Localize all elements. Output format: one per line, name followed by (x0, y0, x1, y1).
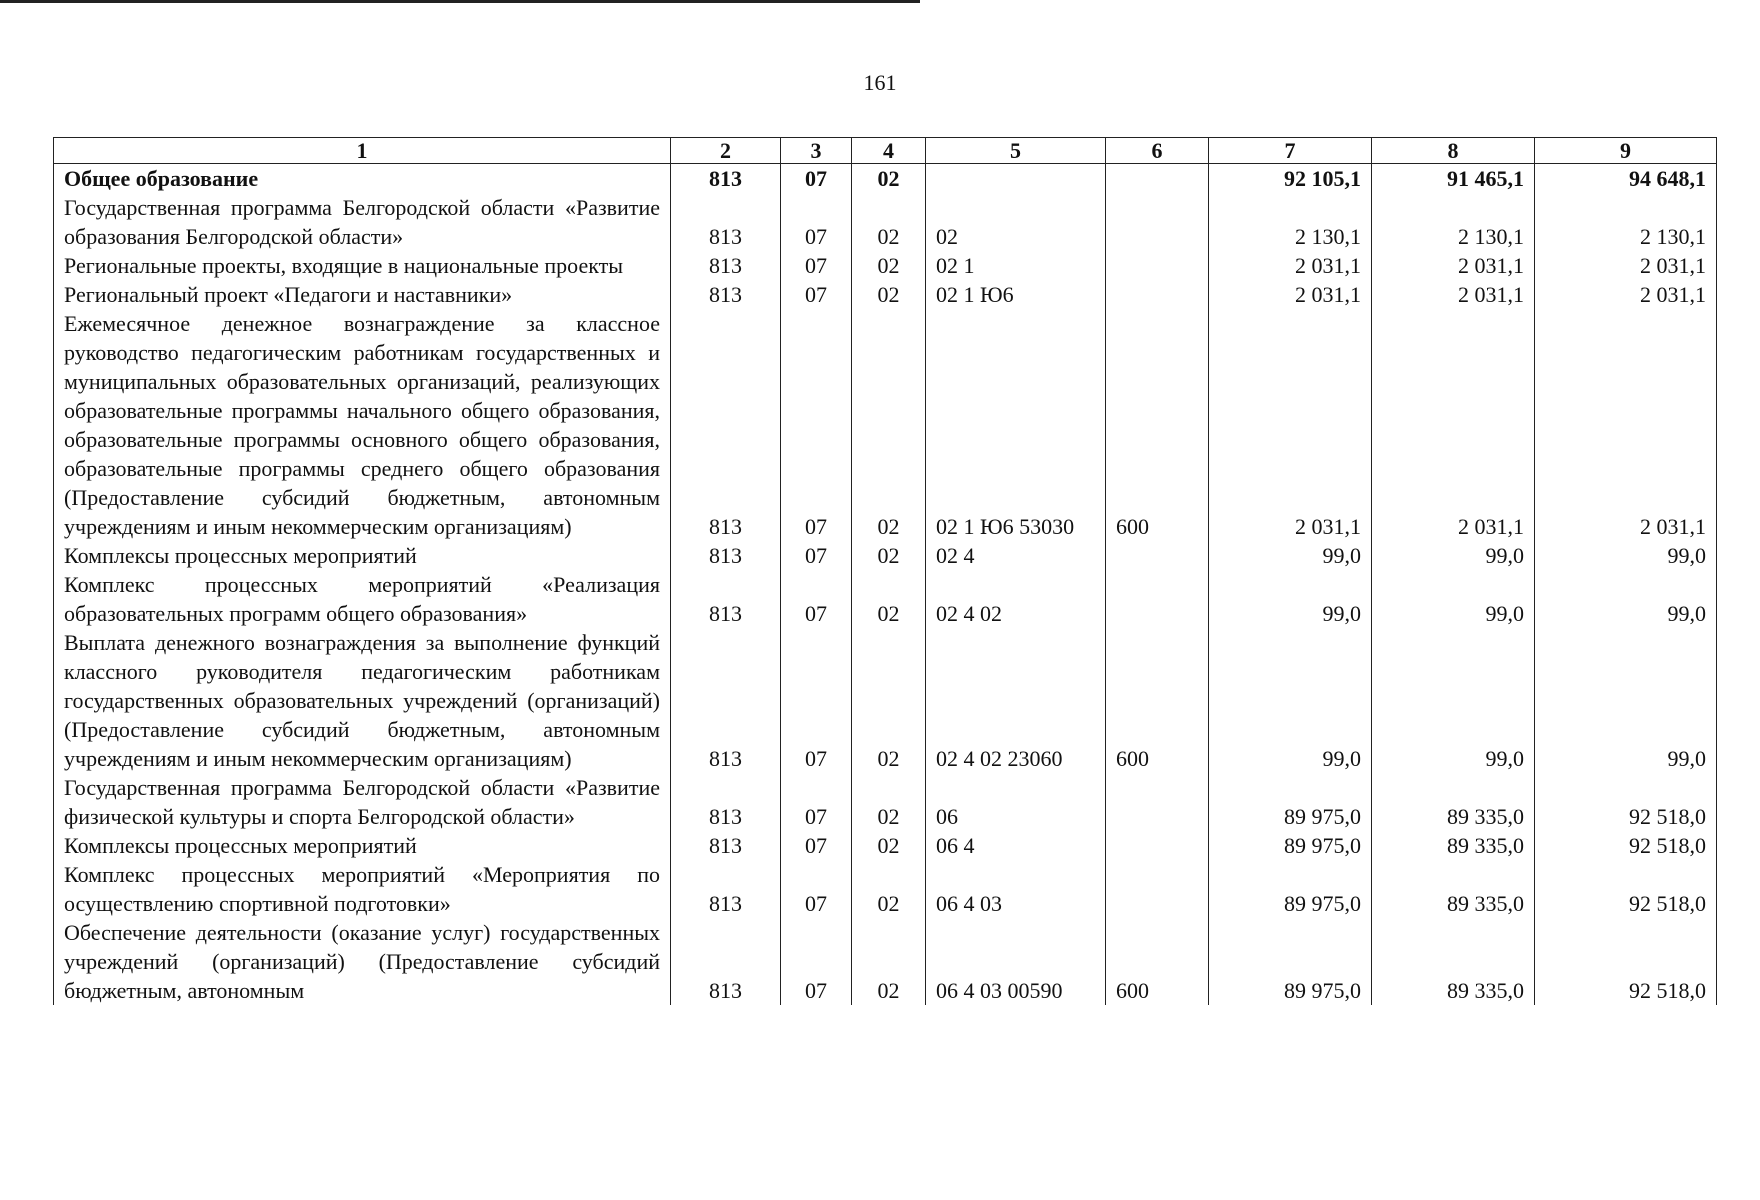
col-4: 02 (852, 541, 926, 570)
col-2: 813 (671, 280, 781, 309)
header-col-8: 8 (1372, 138, 1535, 164)
col-3: 07 (781, 570, 852, 628)
col-3: 07 (781, 773, 852, 831)
col-6: 600 (1106, 918, 1209, 1005)
header-col-2: 2 (671, 138, 781, 164)
header-col-9: 9 (1535, 138, 1717, 164)
row-name: Комплексы процессных мероприятий (54, 831, 671, 860)
header-col-7: 7 (1209, 138, 1372, 164)
col-8: 89 335,0 (1372, 860, 1535, 918)
col-2: 813 (671, 164, 781, 194)
header-col-4: 4 (852, 138, 926, 164)
table-row (54, 628, 1717, 773)
col-6 (1106, 193, 1209, 251)
row-name: Общее образование (54, 164, 671, 194)
col-4: 02 (852, 164, 926, 194)
table-row (54, 280, 1717, 309)
col-9: 94 648,1 (1535, 164, 1717, 194)
col-8: 89 335,0 (1372, 918, 1535, 1005)
row-name: Выплата денежного вознаграждения за выполнение функций классного руководителя педагогическим работникам государственных образовательных учреждений (организаций) (Предоставление субсидий бюджетным, автономным учреждениям и иным некоммерческим организациям) (54, 628, 671, 773)
col-8: 99,0 (1372, 570, 1535, 628)
col-6 (1106, 831, 1209, 860)
header-col-5: 5 (926, 138, 1106, 164)
table-row (54, 251, 1717, 280)
col-9: 92 518,0 (1535, 918, 1717, 1005)
col-4: 02 (852, 831, 926, 860)
table-row (54, 570, 1717, 628)
col-7: 2 031,1 (1209, 280, 1372, 309)
header-col-3: 3 (781, 138, 852, 164)
col-9: 2 031,1 (1535, 251, 1717, 280)
col-2: 813 (671, 831, 781, 860)
col-5: 06 4 (926, 831, 1106, 860)
row-name: Региональные проекты, входящие в национальные проекты (54, 251, 671, 280)
col-8: 2 031,1 (1372, 251, 1535, 280)
table-row (54, 860, 1717, 918)
col-3: 07 (781, 251, 852, 280)
col-5: 02 4 02 23060 (926, 628, 1106, 773)
col-7: 99,0 (1209, 570, 1372, 628)
col-3: 07 (781, 193, 852, 251)
header-col-1: 1 (54, 138, 671, 164)
col-5: 02 1 Ю6 (926, 280, 1106, 309)
col-8: 91 465,1 (1372, 164, 1535, 194)
col-7: 2 031,1 (1209, 251, 1372, 280)
col-5: 06 (926, 773, 1106, 831)
col-4: 02 (852, 628, 926, 773)
table-row (54, 309, 1717, 541)
col-7: 99,0 (1209, 541, 1372, 570)
col-6: 600 (1106, 309, 1209, 541)
col-9: 2 031,1 (1535, 309, 1717, 541)
col-4: 02 (852, 570, 926, 628)
col-2: 813 (671, 251, 781, 280)
col-4: 02 (852, 918, 926, 1005)
col-3: 07 (781, 309, 852, 541)
table-body (54, 164, 1717, 1006)
col-8: 89 335,0 (1372, 831, 1535, 860)
col-2: 813 (671, 628, 781, 773)
col-7: 89 975,0 (1209, 773, 1372, 831)
col-6 (1106, 570, 1209, 628)
col-9: 99,0 (1535, 570, 1717, 628)
row-name: Комплекс процессных мероприятий «Мероприятия по осуществлению спортивной подготовки» (54, 860, 671, 918)
col-6 (1106, 251, 1209, 280)
col-7: 92 105,1 (1209, 164, 1372, 194)
col-7: 89 975,0 (1209, 860, 1372, 918)
col-2: 813 (671, 773, 781, 831)
header-col-6: 6 (1106, 138, 1209, 164)
budget-table (53, 137, 1717, 1005)
col-8: 89 335,0 (1372, 773, 1535, 831)
col-5: 02 4 02 (926, 570, 1106, 628)
row-name: Комплексы процессных мероприятий (54, 541, 671, 570)
col-8: 2 031,1 (1372, 309, 1535, 541)
col-9: 92 518,0 (1535, 773, 1717, 831)
col-2: 813 (671, 193, 781, 251)
col-3: 07 (781, 918, 852, 1005)
col-2: 813 (671, 918, 781, 1005)
table-row (54, 164, 1717, 194)
col-4: 02 (852, 773, 926, 831)
col-8: 99,0 (1372, 541, 1535, 570)
col-8: 99,0 (1372, 628, 1535, 773)
col-9: 92 518,0 (1535, 860, 1717, 918)
table-row (54, 541, 1717, 570)
col-5: 02 1 Ю6 53030 (926, 309, 1106, 541)
col-3: 07 (781, 164, 852, 194)
col-8: 2 031,1 (1372, 280, 1535, 309)
row-name: Региональный проект «Педагоги и наставники» (54, 280, 671, 309)
col-5: 02 4 (926, 541, 1106, 570)
col-3: 07 (781, 541, 852, 570)
col-6 (1106, 164, 1209, 194)
col-5: 02 (926, 193, 1106, 251)
col-7: 89 975,0 (1209, 918, 1372, 1005)
col-7: 89 975,0 (1209, 831, 1372, 860)
col-9: 2 130,1 (1535, 193, 1717, 251)
row-name: Комплекс процессных мероприятий «Реализация образовательных программ общего образования» (54, 570, 671, 628)
col-5: 06 4 03 00590 (926, 918, 1106, 1005)
col-6 (1106, 860, 1209, 918)
col-2: 813 (671, 570, 781, 628)
col-6 (1106, 773, 1209, 831)
row-name: Государственная программа Белгородской области «Развитие физической культуры и спорта Белгородской области» (54, 773, 671, 831)
col-3: 07 (781, 860, 852, 918)
col-8: 2 130,1 (1372, 193, 1535, 251)
col-5: 02 1 (926, 251, 1106, 280)
col-5 (926, 164, 1106, 194)
page-number: 161 (863, 70, 897, 95)
table-row (54, 831, 1717, 860)
col-3: 07 (781, 280, 852, 309)
col-3: 07 (781, 831, 852, 860)
col-6 (1106, 541, 1209, 570)
col-2: 813 (671, 309, 781, 541)
col-6: 600 (1106, 628, 1209, 773)
col-7: 2 031,1 (1209, 309, 1372, 541)
col-5: 06 4 03 (926, 860, 1106, 918)
top-rule (0, 0, 920, 3)
col-9: 2 031,1 (1535, 280, 1717, 309)
col-7: 2 130,1 (1209, 193, 1372, 251)
col-2: 813 (671, 541, 781, 570)
col-3: 07 (781, 628, 852, 773)
col-4: 02 (852, 280, 926, 309)
table-row (54, 773, 1717, 831)
col-2: 813 (671, 860, 781, 918)
col-4: 02 (852, 309, 926, 541)
col-9: 99,0 (1535, 628, 1717, 773)
col-7: 99,0 (1209, 628, 1372, 773)
col-4: 02 (852, 193, 926, 251)
col-4: 02 (852, 251, 926, 280)
col-9: 99,0 (1535, 541, 1717, 570)
table-row (54, 193, 1717, 251)
table-row (54, 918, 1717, 1005)
col-4: 02 (852, 860, 926, 918)
col-6 (1106, 280, 1209, 309)
row-name: Ежемесячное денежное вознаграждение за классное руководство педагогическим работникам государственных и муниципальных образовательных организаций, реализующих образовательные программы начального общего образования, образовательные программы основного общего образования, образовательные программы среднего общего образования (Предоставление субсидий бюджетным, автономным учреждениям и иным некоммерческим организациям) (54, 309, 671, 541)
row-name: Государственная программа Белгородской области «Развитие образования Белгородской области» (54, 193, 671, 251)
row-name: Обеспечение деятельности (оказание услуг) государственных учреждений (организаций) (Предоставление субсидий бюджетным, автономным (54, 918, 671, 1005)
header-row (54, 138, 1717, 164)
col-9: 92 518,0 (1535, 831, 1717, 860)
